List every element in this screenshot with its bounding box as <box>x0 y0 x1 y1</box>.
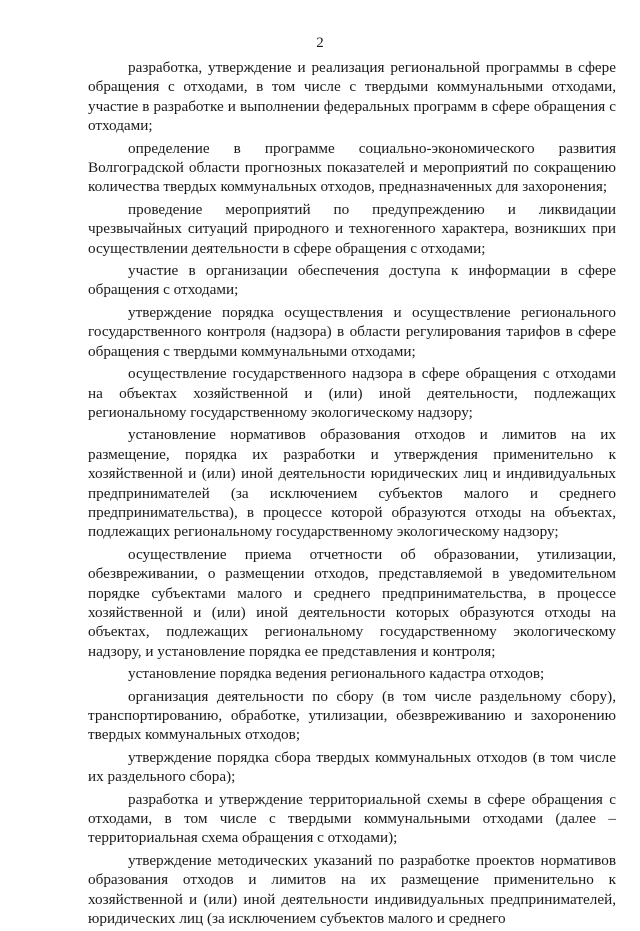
paragraph: определение в программе социально-экономического развития Волгоградской области прогнозных показателей и мероприятий по сокращению количества твердых коммунальных отходов, предназначенных для захоронения; <box>88 139 616 196</box>
paragraph: осуществление государственного надзора в сфере обращения с отходами на объектах хозяйственной и (или) иной деятельности, подлежащих региональному государственному экологическому надзору; <box>88 365 616 421</box>
document-body <box>88 58 616 931</box>
paragraph: установление нормативов образования отходов и лимитов на их размещение, порядка их разработки и утверждения применительно к хозяйственной и (или) иной деятельности юридических лиц и индивидуальных предпринимателей (за исключением субъектов малого и среднего предпринимательства), в процессе которой образуются отходы на объектах, подлежащих региональному государственному экологическому надзору; <box>88 426 616 541</box>
paragraph: организация деятельности по сбору (в том числе раздельному сбору), транспортированию, обработке, утилизации, обезвреживанию и захоронению твердых коммунальных отходов; <box>88 687 616 744</box>
page-number: 2 <box>316 35 324 51</box>
paragraph: разработка, утверждение и реализация региональной программы в сфере обращения с отходами, в том числе с твердыми коммунальными отходами, участие в разработке и выполнении федеральных программ в сфере обращения с отходами; <box>88 59 616 135</box>
paragraph: участие в организации обеспечения доступа к информации в сфере обращения с отходами; <box>88 262 616 299</box>
paragraph: установление порядка ведения регионального кадастра отходов; <box>128 665 545 683</box>
paragraph: разработка и утверждение территориальной схемы в сфере обращения с отходами, в том числе с твердыми коммунальными отходами (далее – территориальная схема обращения с отходами); <box>88 790 616 847</box>
paragraph: проведение мероприятий по предупреждению и ликвидации чрезвычайных ситуаций природного и техногенного характера, возникших при осуществлении деятельности в сфере обращения с отходами; <box>88 200 616 257</box>
paragraph: утверждение методических указаний по разработке проектов нормативов образования отходов и лимитов на их размещение применительно к хозяйственной и (или) иной деятельности индивидуальных предпринимателей, юридических лиц (за исключением субъектов малого и среднего <box>88 851 616 928</box>
paragraph: утверждение порядка сбора твердых коммунальных отходов (в том числе их раздельного сбора); <box>88 748 616 786</box>
paragraph: утверждение порядка осуществления и осуществление регионального государственного контроля (надзора) в области регулирования тарифов в сфере обращения с твердыми коммунальными отходами; <box>88 303 616 360</box>
paragraph: осуществление приема отчетности об образовании, утилизации, обезвреживании, о размещении отходов, представляемой в уведомительном порядке субъектами малого и среднего предпринимательства, в процессе хозяйственной и (или) иной деятельности которых образуются отходы на объектах, подлежащих региональному государственному экологическому надзору, и установление порядка ее представления и контроля; <box>88 545 616 660</box>
